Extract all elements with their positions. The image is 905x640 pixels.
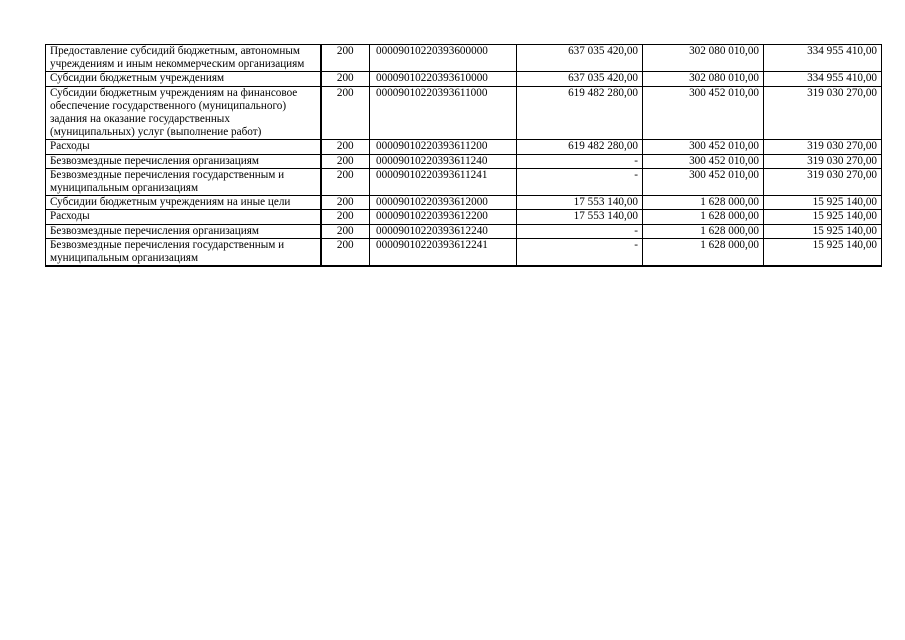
row-value-2: 1 628 000,00	[643, 238, 764, 266]
row-budget-code: 00009010220393611000	[370, 86, 517, 140]
row-value-2: 300 452 010,00	[643, 168, 764, 195]
row-name: Субсидии бюджетным учреждениям на финансовое обеспечение государственного (муниципального) задания на оказание государственных (муниципальных) услуг (выполнение работ)	[46, 86, 321, 140]
row-value-1: -	[517, 238, 643, 266]
row-name: Безвозмездные перечисления государственным и муниципальным организациям	[46, 238, 321, 266]
row-value-3: 15 925 140,00	[764, 210, 882, 224]
row-line-code: 200	[321, 86, 370, 140]
row-name: Предоставление субсидий бюджетным, автономным учреждениям и иным некоммерческим организациям	[46, 45, 321, 72]
table-row	[46, 140, 882, 154]
row-value-3: 334 955 410,00	[764, 45, 882, 72]
table-row	[46, 72, 882, 86]
row-name: Безвозмездные перечисления организациям	[46, 224, 321, 238]
row-line-code: 200	[321, 45, 370, 72]
row-name: Безвозмездные перечисления государственным и муниципальным организациям	[46, 168, 321, 195]
row-line-code: 200	[321, 140, 370, 154]
row-name: Субсидии бюджетным учреждениям на иные цели	[46, 196, 321, 210]
table-row	[46, 238, 882, 266]
row-value-2: 1 628 000,00	[643, 210, 764, 224]
row-line-code: 200	[321, 154, 370, 168]
row-budget-code: 00009010220393610000	[370, 72, 517, 86]
row-name: Расходы	[46, 140, 321, 154]
budget-table-body	[46, 45, 882, 267]
row-name: Безвозмездные перечисления организациям	[46, 154, 321, 168]
row-budget-code: 00009010220393611241	[370, 168, 517, 195]
table-row	[46, 45, 882, 72]
row-value-1: 637 035 420,00	[517, 72, 643, 86]
budget-table	[45, 44, 882, 267]
row-value-2: 300 452 010,00	[643, 86, 764, 140]
row-budget-code: 00009010220393612240	[370, 224, 517, 238]
row-value-2: 300 452 010,00	[643, 154, 764, 168]
row-value-3: 15 925 140,00	[764, 224, 882, 238]
row-value-2: 1 628 000,00	[643, 224, 764, 238]
table-row	[46, 224, 882, 238]
row-value-1: 17 553 140,00	[517, 210, 643, 224]
row-value-1: 637 035 420,00	[517, 45, 643, 72]
row-value-3: 319 030 270,00	[764, 86, 882, 140]
row-line-code: 200	[321, 72, 370, 86]
row-value-3: 319 030 270,00	[764, 154, 882, 168]
row-name: Субсидии бюджетным учреждениям	[46, 72, 321, 86]
table-row	[46, 86, 882, 140]
row-line-code: 200	[321, 168, 370, 195]
row-line-code: 200	[321, 210, 370, 224]
row-value-1: -	[517, 224, 643, 238]
row-budget-code: 00009010220393611240	[370, 154, 517, 168]
row-value-1: -	[517, 168, 643, 195]
row-budget-code: 00009010220393612200	[370, 210, 517, 224]
row-budget-code: 00009010220393611200	[370, 140, 517, 154]
row-value-1: 619 482 280,00	[517, 140, 643, 154]
row-value-3: 15 925 140,00	[764, 196, 882, 210]
row-value-3: 319 030 270,00	[764, 168, 882, 195]
row-value-2: 302 080 010,00	[643, 45, 764, 72]
row-value-1: 619 482 280,00	[517, 86, 643, 140]
row-value-3: 319 030 270,00	[764, 140, 882, 154]
row-budget-code: 00009010220393612241	[370, 238, 517, 266]
row-value-2: 302 080 010,00	[643, 72, 764, 86]
row-value-2: 1 628 000,00	[643, 196, 764, 210]
row-name: Расходы	[46, 210, 321, 224]
row-value-3: 15 925 140,00	[764, 238, 882, 266]
row-value-1: -	[517, 154, 643, 168]
row-budget-code: 00009010220393600000	[370, 45, 517, 72]
table-row	[46, 154, 882, 168]
row-line-code: 200	[321, 238, 370, 266]
table-row	[46, 196, 882, 210]
row-value-2: 300 452 010,00	[643, 140, 764, 154]
row-budget-code: 00009010220393612000	[370, 196, 517, 210]
row-line-code: 200	[321, 196, 370, 210]
row-value-1: 17 553 140,00	[517, 196, 643, 210]
row-line-code: 200	[321, 224, 370, 238]
table-row	[46, 210, 882, 224]
table-row	[46, 168, 882, 195]
row-value-3: 334 955 410,00	[764, 72, 882, 86]
